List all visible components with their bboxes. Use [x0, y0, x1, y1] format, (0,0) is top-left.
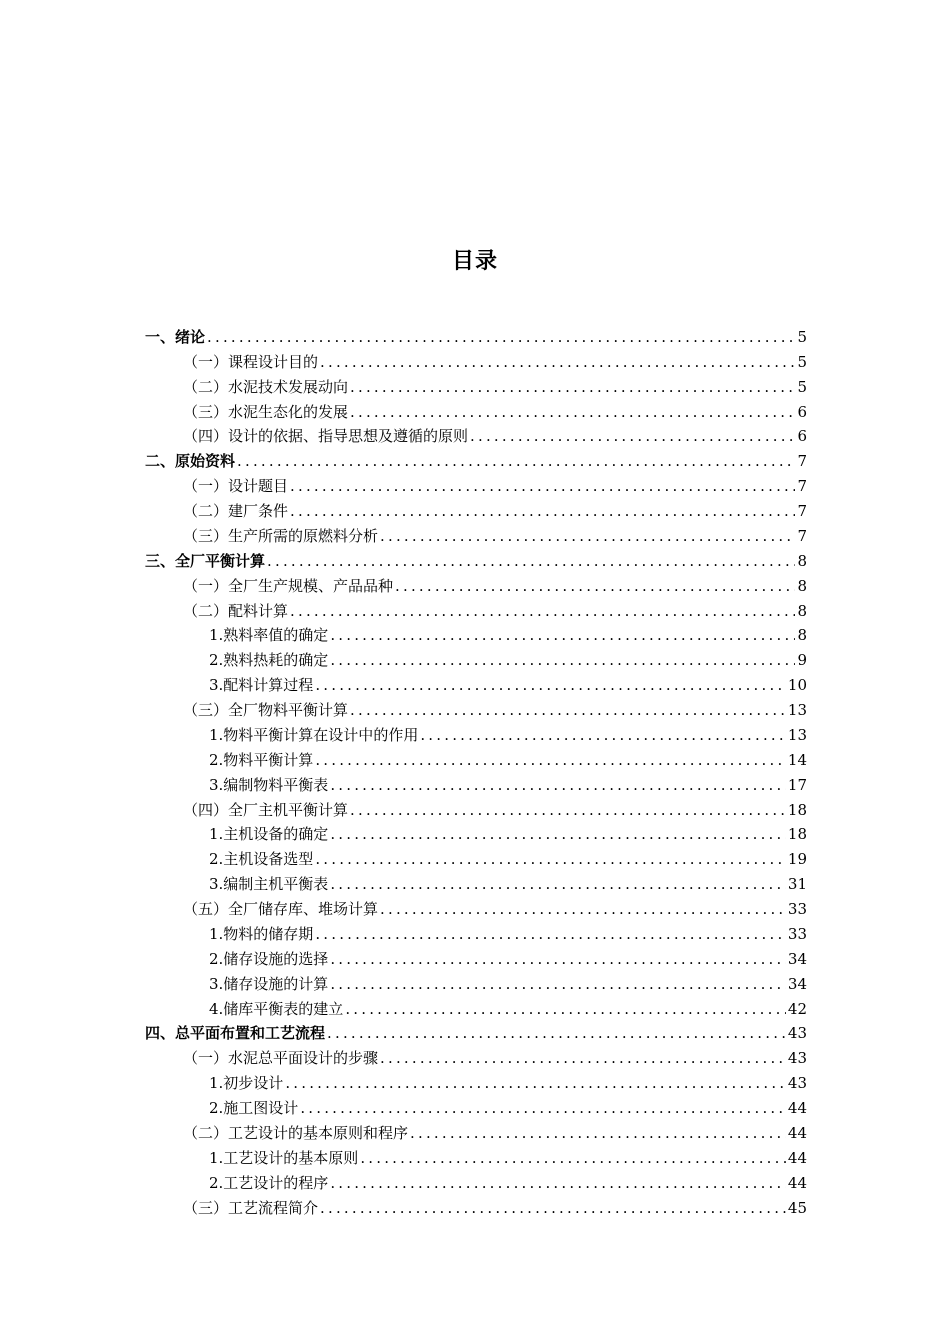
toc-entry-page-number: 8 — [797, 576, 807, 595]
toc-dot-leader — [315, 924, 786, 944]
toc-entry-page-number: 34 — [787, 974, 807, 993]
toc-entry[interactable] — [145, 322, 807, 347]
toc-dot-leader — [380, 526, 795, 546]
toc-dot-leader — [395, 576, 795, 596]
toc-entry[interactable] — [145, 745, 807, 770]
toc-entry-title: （一）水泥总平面设计的步骤 — [183, 1049, 379, 1068]
page-title: 目录 — [451, 249, 498, 274]
toc-entry-title: （二）工艺设计的基本原则和程序 — [183, 1123, 409, 1142]
toc-dot-leader — [327, 1023, 786, 1043]
toc-entry-title: （四）设计的依据、指导思想及遵循的原则 — [183, 427, 469, 446]
toc-entry[interactable] — [145, 919, 807, 944]
toc-entry-title: （二）配料计算 — [183, 601, 289, 620]
toc-entry-title: 4.储库平衡表的建立 — [209, 999, 344, 1018]
toc-dot-leader — [350, 377, 795, 397]
toc-dot-leader — [330, 974, 786, 994]
toc-entry-page-number: 43 — [787, 1049, 807, 1068]
toc-entry-title: 一、绪论 — [145, 327, 206, 346]
toc-entry[interactable] — [145, 621, 807, 646]
toc-entry-title: 3.储存设施的计算 — [209, 974, 329, 993]
toc-dot-leader — [315, 849, 786, 869]
toc-dot-leader — [315, 750, 786, 770]
toc-dot-leader — [290, 476, 795, 496]
toc-dot-leader — [267, 551, 795, 571]
toc-entry-title: 1.工艺设计的基本原则 — [209, 1148, 359, 1167]
toc-entry-page-number: 5 — [797, 377, 807, 396]
toc-entry-title: 三、全厂平衡计算 — [145, 551, 266, 570]
toc-dot-leader — [330, 824, 786, 844]
toc-entry[interactable] — [145, 521, 807, 546]
toc-entry-page-number: 17 — [787, 775, 807, 794]
toc-entry[interactable] — [145, 1068, 807, 1093]
toc-entry[interactable] — [145, 670, 807, 695]
toc-entry[interactable] — [145, 720, 807, 745]
toc-entry-page-number: 18 — [787, 825, 807, 844]
toc-entry-page-number: 10 — [787, 676, 807, 695]
toc-entry-title: 1.熟料率值的确定 — [209, 626, 329, 645]
toc-entry-title: （二）建厂条件 — [183, 502, 289, 520]
toc-dot-leader — [315, 675, 786, 695]
toc-dot-leader — [330, 625, 795, 645]
toc-entry-page-number: 33 — [787, 900, 807, 918]
toc-entry[interactable] — [145, 446, 807, 471]
toc-dot-leader — [350, 700, 786, 720]
toc-entry-title: 2.熟料热耗的确定 — [209, 651, 329, 670]
toc-entry-title: （三）工艺流程简介 — [183, 1198, 319, 1217]
toc-entry-page-number: 8 — [797, 626, 807, 645]
toc-entry[interactable] — [145, 994, 807, 1019]
toc-dot-leader — [380, 899, 786, 919]
toc-entry[interactable] — [145, 596, 807, 621]
toc-entry-page-number: 5 — [797, 352, 807, 371]
toc-dot-leader — [410, 1123, 786, 1143]
toc-entry[interactable] — [145, 422, 807, 447]
toc-entry-page-number: 13 — [787, 725, 807, 744]
toc-entry-title: 1.初步设计 — [209, 1074, 284, 1093]
toc-entry[interactable] — [145, 1043, 807, 1068]
toc-entry-page-number: 34 — [787, 949, 807, 968]
toc-entry-page-number: 43 — [787, 1074, 807, 1093]
toc-entry[interactable] — [145, 869, 807, 894]
toc-dot-leader — [290, 601, 795, 621]
toc-entry[interactable] — [145, 844, 807, 869]
toc-entry-page-number: 43 — [787, 1024, 807, 1043]
toc-entry[interactable] — [145, 1143, 807, 1168]
toc-entry-page-number: 19 — [787, 850, 807, 869]
toc-dot-leader — [330, 949, 786, 969]
toc-entry-page-number: 8 — [797, 601, 807, 620]
toc-entry-page-number: 45 — [787, 1198, 807, 1217]
toc-entry-title: 3.编制主机平衡表 — [209, 875, 329, 894]
toc-entry-page-number: 42 — [787, 999, 807, 1018]
toc-entry[interactable] — [145, 397, 807, 422]
toc-entry[interactable] — [145, 471, 807, 496]
toc-entry-page-number: 44 — [787, 1099, 807, 1117]
toc-entry-page-number: 6 — [797, 427, 807, 446]
toc-dot-leader — [207, 327, 795, 347]
toc-entry[interactable] — [145, 770, 807, 795]
toc-entry[interactable] — [145, 645, 807, 670]
toc-entry[interactable] — [145, 969, 807, 994]
toc-entry-title: （一）全厂生产规模、产品品种 — [183, 576, 394, 595]
toc-entry[interactable] — [145, 1093, 807, 1118]
toc-entry-title: （四）全厂主机平衡计算 — [183, 800, 349, 819]
table-of-contents — [145, 322, 807, 1218]
toc-entry-page-number: 7 — [797, 526, 807, 545]
toc-dot-leader — [320, 352, 795, 372]
toc-dot-leader — [350, 800, 786, 820]
toc-entry[interactable] — [145, 894, 807, 919]
toc-entry-page-number: 9 — [797, 651, 807, 670]
toc-entry-page-number: 44 — [787, 1123, 807, 1142]
toc-entry-title: （一）课程设计目的 — [183, 352, 319, 371]
toc-entry-title: 3.配料计算过程 — [209, 676, 314, 695]
toc-dot-leader — [330, 1173, 786, 1193]
toc-entry-title: 2.施工图设计 — [209, 1099, 299, 1117]
toc-entry-page-number: 7 — [797, 502, 807, 520]
toc-entry-page-number: 33 — [787, 924, 807, 943]
toc-dot-leader — [470, 426, 795, 446]
toc-dot-leader — [330, 874, 786, 894]
toc-entry[interactable] — [145, 1118, 807, 1143]
toc-entry-title: （三）水泥生态化的发展 — [183, 402, 349, 421]
toc-entry-title: 1.物料平衡计算在设计中的作用 — [209, 725, 419, 744]
toc-entry[interactable] — [145, 347, 807, 372]
toc-dot-leader — [330, 775, 786, 795]
toc-entry-title: 3.编制物料平衡表 — [209, 775, 329, 794]
toc-entry[interactable] — [145, 795, 807, 820]
toc-entry-page-number: 31 — [787, 875, 807, 894]
toc-entry-page-number: 13 — [787, 701, 807, 719]
toc-dot-leader — [345, 999, 786, 1019]
toc-dot-leader — [290, 501, 795, 521]
toc-dot-leader — [285, 1073, 786, 1093]
toc-dot-leader — [350, 402, 795, 422]
toc-entry-title: （三）全厂物料平衡计算 — [183, 701, 349, 719]
toc-entry-title: 1.主机设备的确定 — [209, 825, 329, 844]
toc-entry[interactable] — [145, 496, 807, 521]
toc-dot-leader — [380, 1048, 786, 1068]
toc-entry[interactable] — [145, 820, 807, 845]
toc-entry-page-number: 5 — [797, 327, 807, 346]
toc-entry-page-number: 7 — [797, 452, 807, 471]
toc-entry[interactable] — [145, 546, 807, 571]
toc-entry[interactable] — [145, 372, 807, 397]
toc-entry-page-number: 18 — [787, 800, 807, 819]
toc-entry[interactable] — [145, 1193, 807, 1218]
toc-entry-title: （五）全厂储存库、堆场计算 — [183, 900, 379, 918]
toc-entry-title: 1.物料的储存期 — [209, 924, 314, 943]
toc-entry-page-number: 44 — [787, 1173, 807, 1192]
toc-entry[interactable] — [145, 944, 807, 969]
toc-entry[interactable] — [145, 695, 807, 720]
toc-entry-title: 2.主机设备选型 — [209, 850, 314, 869]
toc-entry-title: 2.工艺设计的程序 — [209, 1173, 329, 1192]
toc-entry-page-number: 44 — [787, 1148, 807, 1167]
toc-dot-leader — [330, 650, 795, 670]
toc-entry-title: （二）水泥技术发展动向 — [183, 377, 349, 396]
toc-entry[interactable] — [145, 571, 807, 596]
toc-dot-leader — [237, 451, 795, 471]
toc-entry[interactable] — [145, 1019, 807, 1044]
toc-entry-title: 二、原始资料 — [145, 452, 236, 471]
toc-entry-title: 四、总平面布置和工艺流程 — [145, 1024, 326, 1043]
toc-entry-page-number: 7 — [797, 477, 807, 496]
toc-entry-page-number: 14 — [787, 750, 807, 769]
toc-entry-page-number: 6 — [797, 402, 807, 421]
toc-entry[interactable] — [145, 1168, 807, 1193]
toc-dot-leader — [320, 1198, 786, 1218]
toc-dot-leader — [420, 725, 786, 745]
toc-entry-title: （一）设计题目 — [183, 477, 289, 496]
toc-entry-page-number: 8 — [797, 551, 807, 570]
toc-dot-leader — [360, 1148, 786, 1168]
toc-entry-title: （三）生产所需的原燃料分析 — [183, 526, 379, 545]
toc-dot-leader — [300, 1098, 786, 1118]
toc-entry-title: 2.储存设施的选择 — [209, 949, 329, 968]
toc-entry-title: 2.物料平衡计算 — [209, 750, 314, 769]
